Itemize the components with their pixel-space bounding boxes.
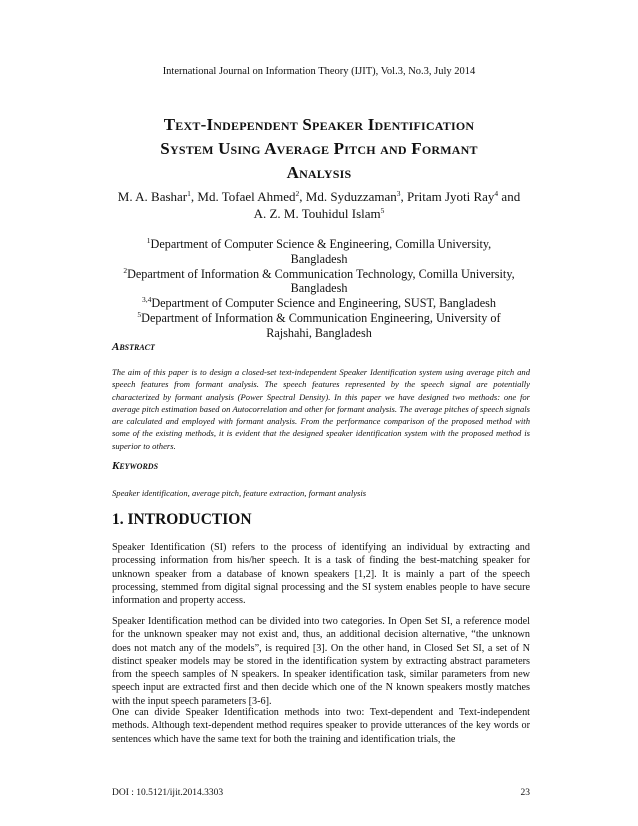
author-2: Md. Tofael Ahmed xyxy=(197,189,296,204)
keywords-heading: Keywords xyxy=(112,460,159,472)
author-1-mark: 1 xyxy=(187,189,191,198)
author-5: A. Z. M. Touhidul Islam xyxy=(253,206,381,221)
author-3-mark: 3 xyxy=(396,189,401,198)
title-line-1: Text-Independent Speaker Identification xyxy=(163,115,475,134)
introduction-heading: 1. INTRODUCTION xyxy=(112,511,252,528)
keywords-text: Speaker identification, average pitch, feature extraction, formant analysis xyxy=(112,488,367,498)
author-conjunction: and xyxy=(498,189,521,204)
author-4-mark: 4 xyxy=(494,189,499,198)
journal-header: International Journal on Information Theory (IJIT), Vol.3, No.3, July 2014 xyxy=(162,66,476,77)
author-separator: , xyxy=(299,189,306,204)
title-line-3: Analysis xyxy=(286,163,352,182)
intro-paragraph-3: One can divide Speaker Identification methods into two: Text-dependent and Text-independent methods. Although text-dependent method requires speaker to provide utterances of the key words or sentences which have the same text for both the training and identification trials, the xyxy=(112,707,530,745)
page-footer xyxy=(112,788,530,798)
title-line-2: System Using Average Pitch and Formant xyxy=(160,139,478,158)
affiliation-1: $^1$Department of Computer Science & Engineering, Comilla University, Bangladesh xyxy=(146,236,492,266)
author-list xyxy=(100,188,538,222)
affiliation-2: $^2$Department of Information & Communication Technology, Comilla University, Bangladesh xyxy=(123,265,515,296)
intro-paragraph-1: Speaker Identification (SI) refers to the process of identifying an individual by extracting and processing information from his/her speech. It is a task of finding the best-matching speaker for unknown speaker from a database of known speakers [1,2]. It is mainly a part of the speech processing, stemmed from digital signal processing and the SI system enables people to have secure information and property access. xyxy=(112,542,530,607)
intro-paragraph-2: Speaker Identification method can be divided into two categories. In Open Set SI, a reference model for the unknown speaker may not exist and, thus, an additional decision alternative, “the unknown does not match any of the models”, is required [3]. On the other hand, in Closed Set SI, a set of N distinct speaker models may be stored in the identification system by extracting abstract parameters from the speech samples of N speakers. In speaker identification task, similar parameters from new speech input are extracted first and then decide which one of the N known speakers mostly matches with the input speech parameters [3-6]. xyxy=(112,616,530,707)
author-1: M. A. Bashar xyxy=(117,189,188,204)
author-5-mark: 5 xyxy=(380,206,385,215)
author-3: Md. Syduzzaman xyxy=(305,189,397,204)
author-2-mark: 2 xyxy=(295,189,300,198)
paper-title xyxy=(80,113,558,185)
affiliation-3-4: $^{3,4}$Department of Computer Science and Engineering, SUST, Bangladesh xyxy=(141,295,497,311)
affiliation-5: $^5$Department of Information & Communication Engineering, University of Rajshahi, Bangladesh xyxy=(137,309,501,340)
author-separator: , xyxy=(400,189,408,204)
page-number: 23 xyxy=(520,788,530,798)
abstract-heading: Abstract xyxy=(112,341,155,353)
doi-text: DOI : 10.5121/ijit.2014.3303 xyxy=(112,788,224,798)
affiliation-list xyxy=(118,237,520,341)
author-separator: , xyxy=(190,189,198,204)
abstract-text: The aim of this paper is to design a closed-set text-independent Speaker Identification system using average pitch and speech features from formant analysis. The speech features represented by the speech signal are potentially characterized by formant analysis (Power Spectral Density). In this paper we have designed two methods: one for average pitch estimation based on Autocorrelation and other for formant analysis. The average pitches of speech signals are calculated and employed with formant analysis. From the performance comparison of the proposed method with some of the existing methods, it is evident that the designed speaker identification system with the proposed method is superior to others. xyxy=(112,367,530,451)
author-4: Pritam Jyoti Ray xyxy=(407,189,495,204)
